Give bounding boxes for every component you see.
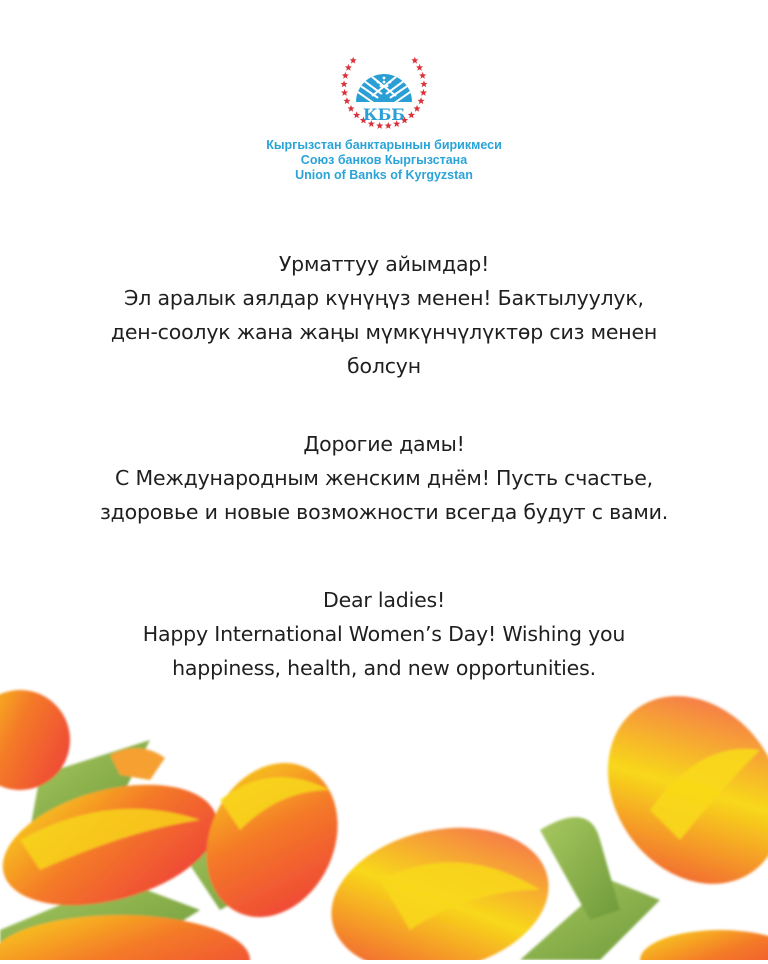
greeting-text-line: happiness, health, and new opportunities. [172, 656, 596, 680]
greeting-heading: Dear ladies! [323, 588, 445, 612]
greeting-russian [0, 427, 768, 529]
greeting-text-line: болсун [347, 354, 421, 378]
greeting-text-line: ден-соолук жана жаңы мүмкүнчүлүктөр сиз менен [110, 320, 658, 344]
tulips-image-icon [0, 680, 768, 960]
greeting-heading: Урматтуу айымдар! [278, 252, 490, 276]
greeting-english [0, 583, 768, 685]
org-name-kyrgyz: Кыргызстан банктарынын бирикмеси [266, 138, 502, 152]
org-name-russian: Союз банков Кыргызстана [300, 153, 468, 167]
logo-emblem-icon [338, 40, 430, 132]
greeting-text-line: С Международным женским днём! Пусть счастье, [115, 466, 653, 490]
organization-names [0, 138, 768, 183]
greeting-kyrgyz [0, 247, 768, 383]
svg-text:КББ: КББ [363, 105, 405, 124]
org-name-english: Union of Banks of Kyrgyzstan [295, 168, 473, 182]
tulips-decoration [0, 680, 768, 960]
greeting-text-line: Эл аралык аялдар күнүңүз менен! Бактылуулук, [124, 286, 644, 310]
greeting-heading: Дорогие дамы! [303, 432, 465, 456]
greeting-text-line: здоровье и новые возможности всегда будут с вами. [99, 500, 669, 524]
greeting-text-line: Happy International Women’s Day! Wishing you [142, 622, 626, 646]
kbb-logo [338, 40, 430, 132]
